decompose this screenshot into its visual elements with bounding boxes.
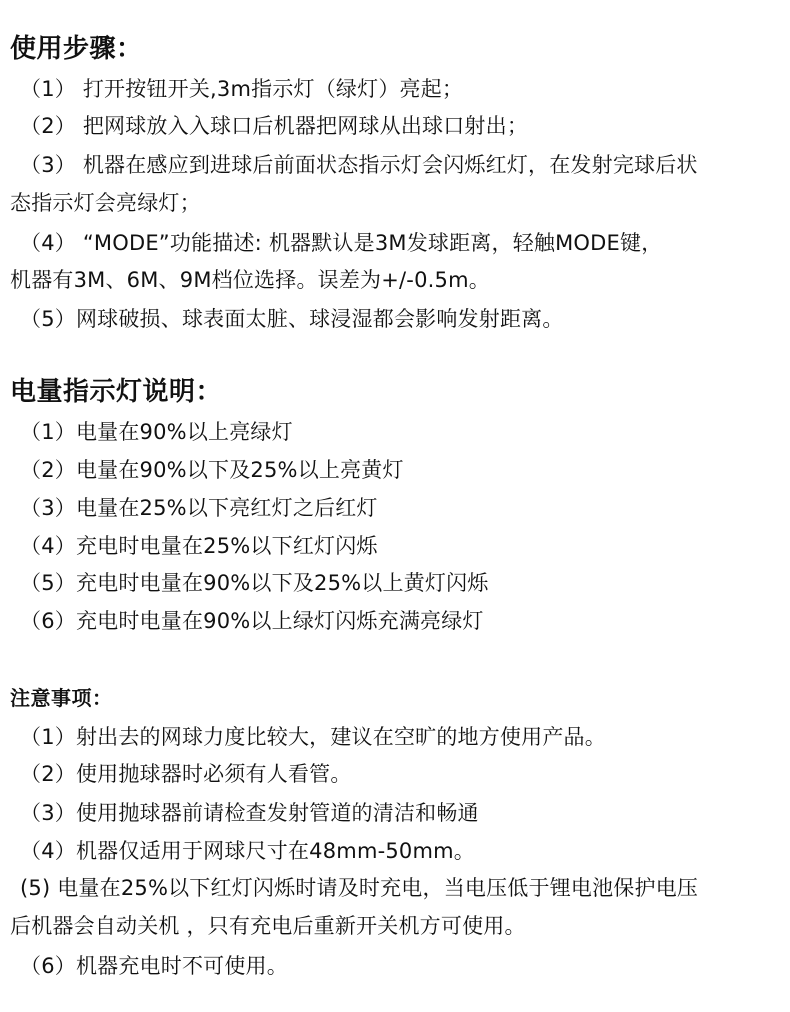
battery-item-1: （1）电量在90%以上亮绿灯 [20, 420, 293, 444]
precaution-item-3: （3）使用抛球器前请检查发射管道的清洁和畅通 [20, 801, 479, 825]
battery-item-5: （5）充电时电量在90%以下及25%以上黄灯闪烁 [20, 571, 489, 595]
precaution-item-2: （2）使用抛球器时必须有人看管。 [20, 762, 352, 786]
usage-steps-heading: 使用步骤： [10, 34, 143, 64]
usage-step-3-continued: 态指示灯会亮绿灯； [10, 191, 201, 215]
usage-step-3: （3） 机器在感应到进球后前面状态指示灯会闪烁红灯，在发射完球后状 [20, 153, 698, 177]
battery-item-3: （3）电量在25%以下亮红灯之后红灯 [20, 496, 378, 520]
battery-item-6: （6）充电时电量在90%以上绿灯闪烁充满亮绿灯 [20, 609, 484, 633]
precaution-item-6: （6）机器充电时不可使用。 [20, 954, 288, 978]
battery-item-2: （2）电量在90%以下及25%以上亮黄灯 [20, 458, 404, 482]
usage-step-1: （1） 打开按钮开关,3m指示灯（绿灯）亮起； [20, 77, 464, 101]
usage-step-2: （2） 把网球放入入球口后机器把网球从出球口射出； [20, 114, 529, 138]
battery-item-4: （4）充电时电量在25%以下红灯闪烁 [20, 534, 378, 558]
precaution-item-5-continued: 后机器会自动关机 ，只有充电后重新开关机方可使用。 [10, 914, 526, 938]
precaution-item-5: (5) 电量在25%以下红灯闪烁时请及时充电，当电压低于锂电池保护电压 [20, 876, 699, 900]
precaution-item-4: （4）机器仅适用于网球尺寸在48mm-50mm。 [20, 839, 476, 863]
usage-step-4: （4） “MODE”功能描述: 机器默认是3M发球距离，轻触MODE键， [20, 231, 663, 255]
precaution-item-1: （1）射出去的网球力度比较大，建议在空旷的地方使用产品。 [20, 725, 606, 749]
usage-step-4-continued: 机器有3M、6M、9M档位选择。误差为+/-0.5m。 [10, 268, 490, 292]
precautions-heading: 注意事项： [10, 686, 113, 710]
usage-step-5: （5）网球破损、球表面太脏、球浸湿都会影响发射距离。 [20, 307, 564, 331]
battery-indicator-heading: 电量指示灯说明： [10, 377, 223, 407]
